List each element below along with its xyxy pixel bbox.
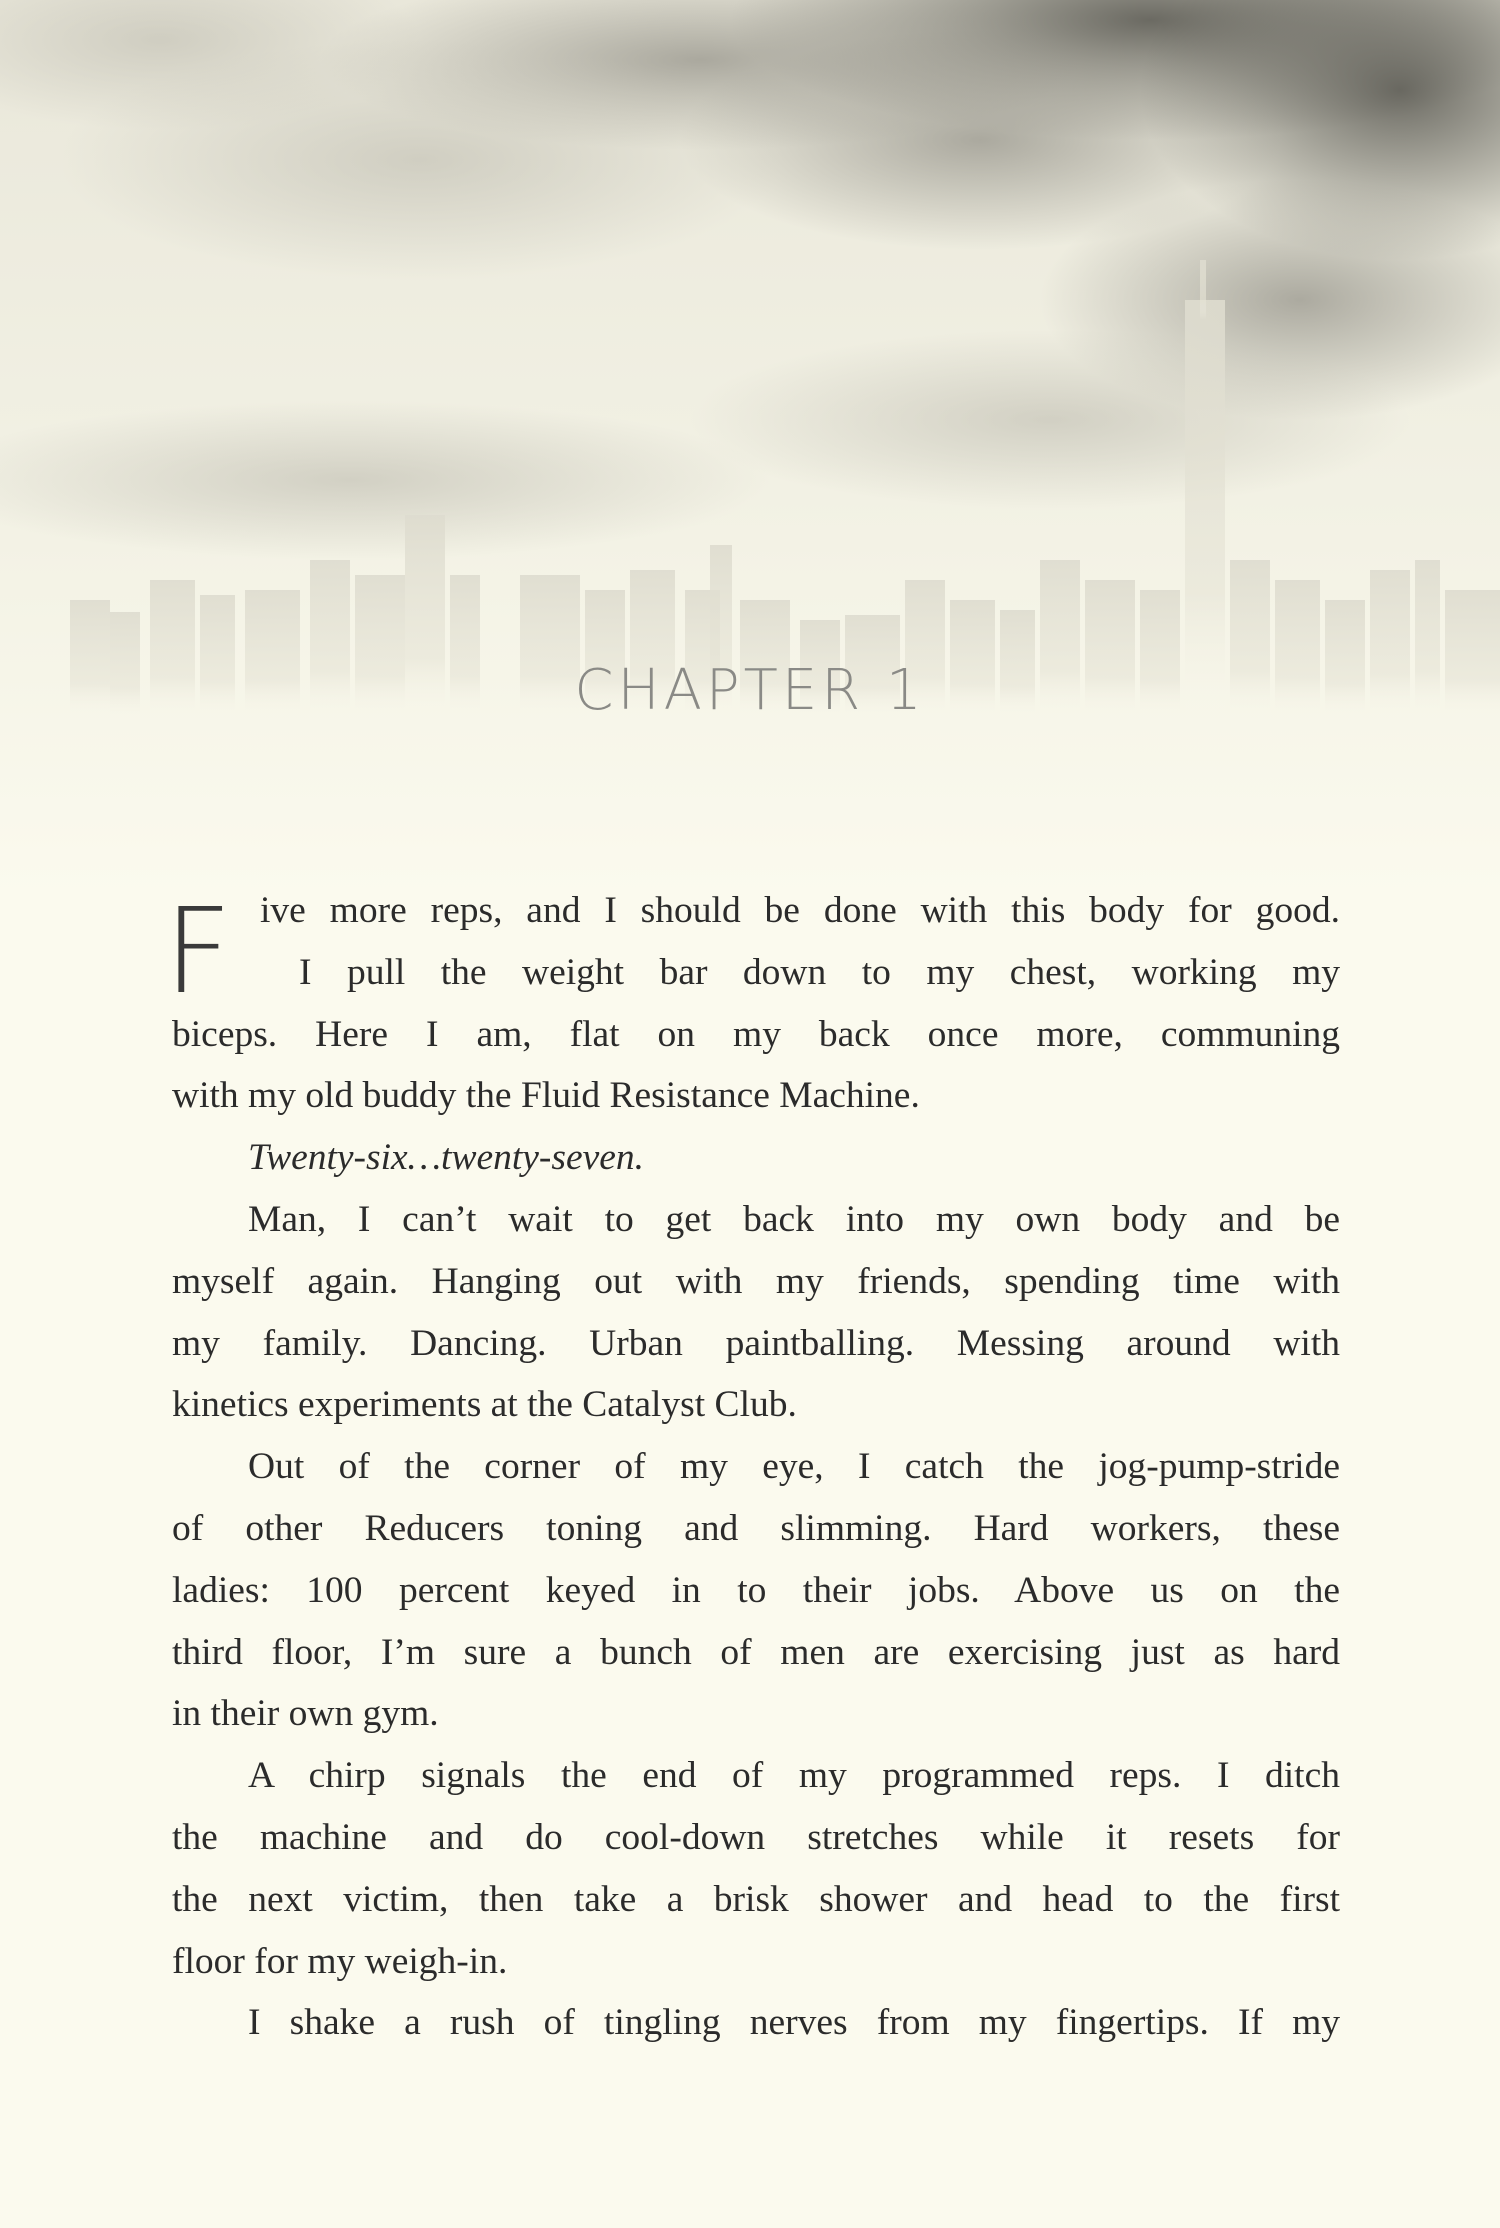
chapter-title: CHAPTER 1 xyxy=(574,658,926,723)
text-line: floor for my weigh-in. xyxy=(172,1940,508,1982)
text-line: ladies: 100 percent keyed in to their jobs. Above us on the xyxy=(172,1569,1340,1611)
text-line: I pull the weight bar down to my chest, working my xyxy=(299,951,1340,993)
text-line: the machine and do cool-down stretches while it resets for xyxy=(172,1816,1340,1858)
text-line: I shake a rush of tingling nerves from my fingertips. If my xyxy=(248,2002,1340,2044)
text-line: A chirp signals the end of my programmed reps. I ditch xyxy=(248,1755,1340,1797)
text-line: third floor, I’m sure a bunch of men are exercising just as hard xyxy=(172,1631,1340,1673)
text-line: Man, I can’t wait to get back into my own body and be xyxy=(248,1198,1340,1240)
cloudy-skyline-illustration xyxy=(0,0,1500,900)
drop-cap: F xyxy=(164,882,232,1020)
chapter-body xyxy=(164,880,1340,2054)
text-line: kinetics experiments at the Catalyst Club. xyxy=(172,1384,797,1426)
text-line: biceps. Here I am, flat on my back once more, communing xyxy=(172,1013,1340,1055)
text-line: Twenty-six…twenty-seven. xyxy=(248,1137,645,1179)
text-line: myself again. Hanging out with my friends, spending time with xyxy=(172,1260,1340,1302)
text-line: of other Reducers toning and slimming. Hard workers, these xyxy=(172,1507,1340,1549)
text-line: with my old buddy the Fluid Resistance Machine. xyxy=(172,1075,920,1117)
text-line: in their own gym. xyxy=(172,1693,439,1735)
text-line: Out of the corner of my eye, I catch the jog-pump-stride xyxy=(248,1446,1340,1488)
text-line: ive more reps, and I should be done with this body for good. xyxy=(260,890,1340,931)
text-line: my family. Dancing. Urban paintballing. Messing around with xyxy=(172,1322,1340,1364)
text-line: the next victim, then take a brisk shower and head to the first xyxy=(172,1878,1340,1920)
